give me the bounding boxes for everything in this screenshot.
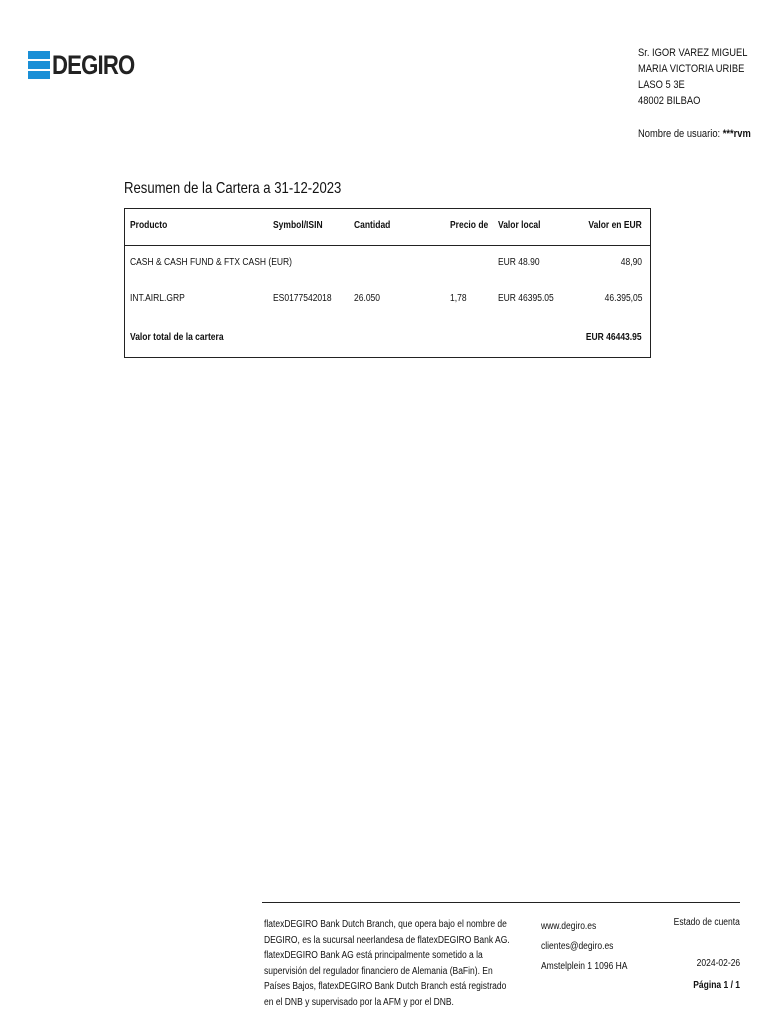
- column-header-precio: Precio de: [450, 220, 489, 231]
- cell-producto: CASH & CASH FUND & FTX CASH (EUR): [130, 257, 292, 268]
- column-header-producto: Producto: [130, 220, 168, 231]
- username-value: ***rvm: [722, 128, 751, 140]
- degiro-logo-icon: [28, 51, 50, 79]
- footer-legal-text: flatexDEGIRO Bank Dutch Branch, que opera bajo el nombre de DEGIRO, es la sucursal neerlandesa de flatexDEGIRO Bank AG. flatexDEGIRO Bank AG está principalmente sometido a la supervisión del regulador financiero de Alemania (BaFin). En Países Bajos, flatexDEGIRO Bank Dutch Branch está registrado en el DNB y supervisado por la AFM y por el DNB.: [264, 919, 510, 1008]
- footer-date: 2024-02-26: [696, 958, 740, 969]
- column-header-isin: Symbol/ISIN: [273, 220, 323, 231]
- footer-divider: [262, 902, 740, 903]
- footer-doc-type: Estado de cuenta: [673, 917, 740, 928]
- column-header-valor-local: Valor local: [498, 220, 541, 231]
- footer-address: Amstelplein 1 1096 HA: [541, 961, 628, 972]
- address-line: MARIA VICTORIA URIBE: [638, 63, 745, 75]
- cell-valor-eur: 48,90: [620, 257, 642, 268]
- cell-precio: 1,78: [450, 293, 467, 304]
- recipient-address: [638, 45, 747, 109]
- cell-valor-eur: 46.395,05: [604, 293, 642, 304]
- address-line: Sr. IGOR VAREZ MIGUEL: [638, 47, 748, 59]
- address-line: LASO 5 3E: [638, 79, 685, 91]
- username-line: [638, 128, 751, 140]
- column-header-valor-eur: Valor en EUR: [588, 220, 642, 231]
- cell-isin: ES0177542018: [273, 293, 332, 304]
- username-label: Nombre de usuario:: [638, 128, 721, 140]
- logo-text: DEGIRO: [52, 49, 135, 80]
- portfolio-table: [124, 208, 651, 358]
- degiro-logo: [28, 50, 153, 80]
- footer-page-number: Página 1 / 1: [693, 980, 740, 991]
- total-value: EUR 46443.95: [586, 332, 642, 343]
- cell-producto: INT.AIRL.GRP: [130, 293, 185, 304]
- cell-valor-local: EUR 48.90: [498, 257, 540, 268]
- total-label: Valor total de la cartera: [130, 332, 224, 343]
- cell-cantidad: 26.050: [354, 293, 381, 304]
- summary-title: Resumen de la Cartera a 31-12-2023: [124, 180, 342, 197]
- address-line: 48002 BILBAO: [638, 95, 701, 107]
- footer-email: clientes@degiro.es: [541, 941, 614, 952]
- cell-valor-local: EUR 46395.05: [498, 293, 554, 304]
- footer-contact: [541, 917, 627, 977]
- column-header-cantidad: Cantidad: [354, 220, 391, 231]
- header-divider: [125, 245, 650, 246]
- footer-website: www.degiro.es: [541, 921, 597, 932]
